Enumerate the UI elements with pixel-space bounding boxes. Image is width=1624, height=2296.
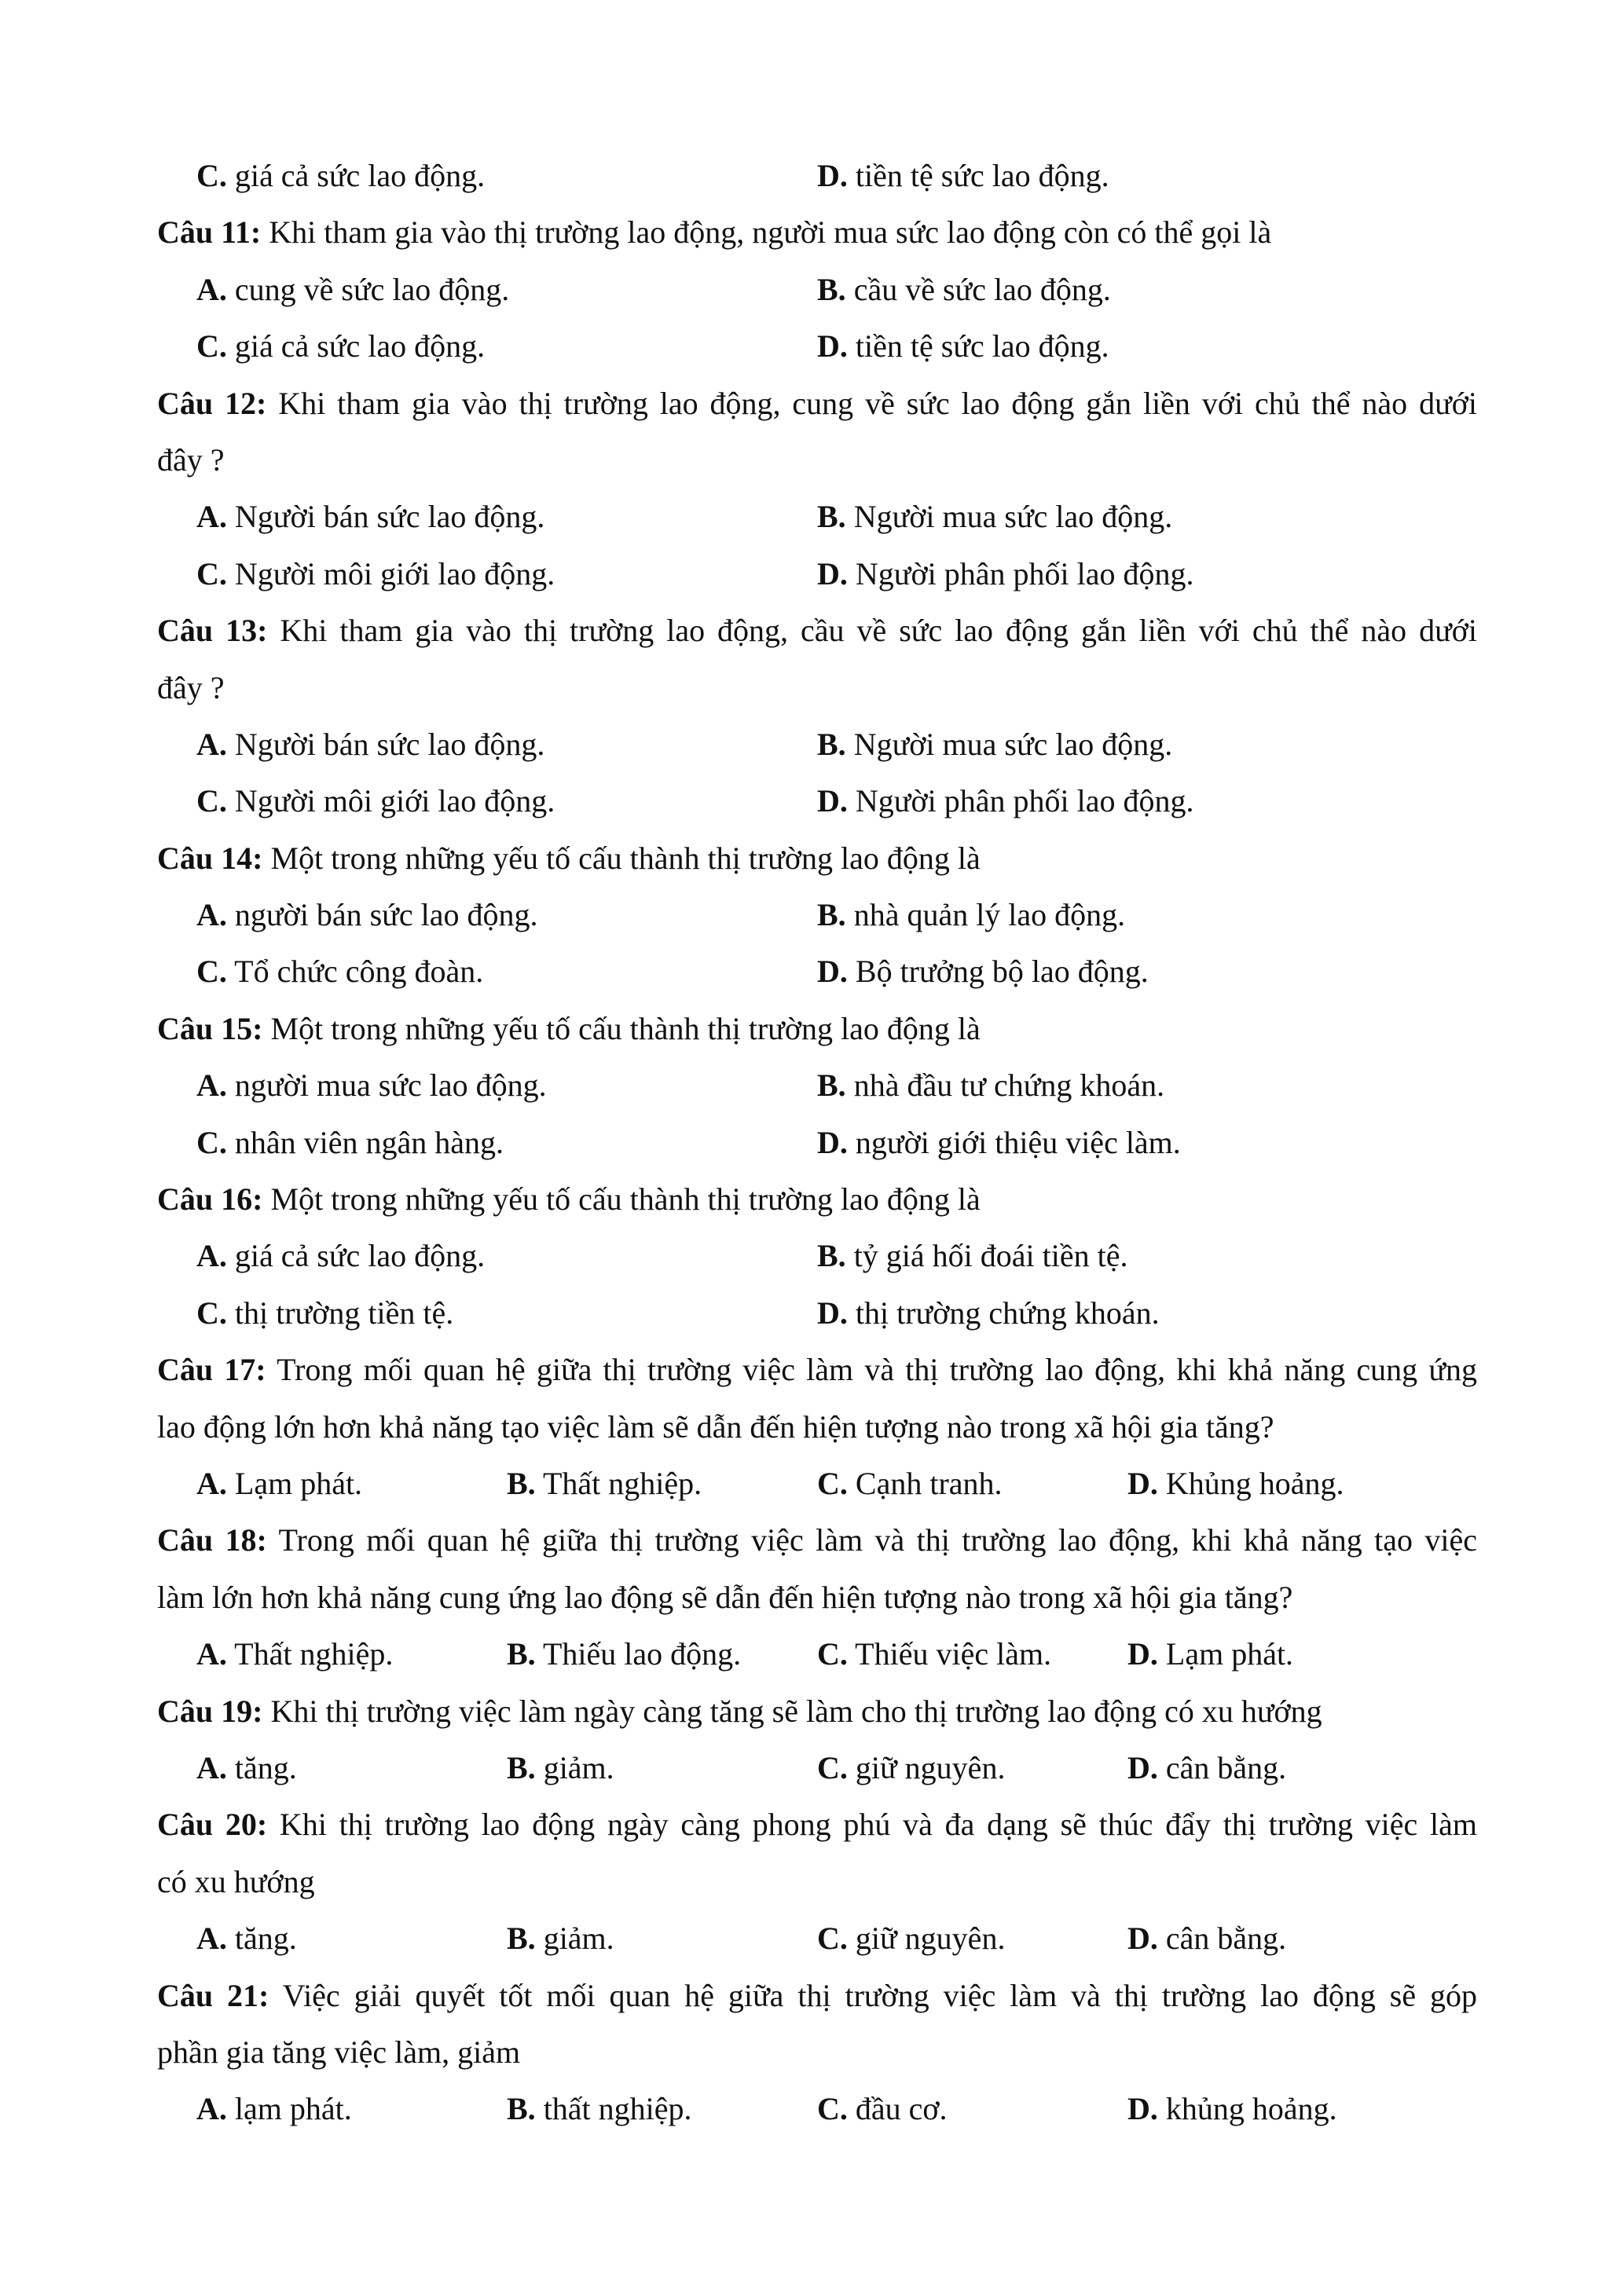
option-letter: B.	[817, 897, 846, 933]
answer-option	[196, 489, 544, 545]
answer-option	[817, 1740, 1005, 1796]
option-letter: C.	[817, 1921, 848, 1957]
option-letter: D.	[817, 158, 848, 193]
answer-option	[1127, 2081, 1337, 2137]
answer-options-row	[157, 1057, 1477, 1114]
answer-options-row	[157, 1285, 1477, 1342]
answer-options-row	[157, 887, 1477, 943]
option-letter: B.	[507, 2091, 536, 2127]
option-letter: B.	[817, 499, 846, 535]
answer-options-row	[157, 2081, 1477, 2137]
option-text: Người bán sức lao động.	[234, 726, 545, 762]
option-text: tăng.	[234, 1921, 297, 1957]
answer-option	[196, 318, 485, 375]
question-number: Câu 15:	[157, 1010, 263, 1046]
option-text: cân bằng.	[1165, 1749, 1287, 1785]
answer-options-row	[157, 489, 1477, 545]
option-letter: A.	[196, 1749, 227, 1785]
option-text: Người phân phối lao động.	[855, 555, 1194, 591]
question-number: Câu 17:	[157, 1352, 266, 1388]
option-letter: A.	[196, 897, 227, 933]
option-letter: D.	[817, 328, 848, 364]
answer-option	[196, 1115, 504, 1171]
question-text: đây ?	[157, 669, 225, 705]
option-text: giảm.	[543, 1921, 614, 1957]
question-number: Câu 14:	[157, 840, 263, 876]
answer-options-row	[157, 1626, 1477, 1683]
question-number: Câu 19:	[157, 1693, 263, 1729]
answer-options-row	[157, 1228, 1477, 1284]
option-letter: C.	[817, 2091, 848, 2127]
option-letter: A.	[196, 1921, 227, 1957]
option-letter: C.	[196, 783, 227, 819]
option-letter: D.	[1127, 1921, 1158, 1957]
option-text: nhà đầu tư chứng khoán.	[853, 1067, 1165, 1104]
question-text-line	[157, 1342, 1477, 1398]
question-number: Câu 13:	[157, 613, 268, 649]
answer-option	[1127, 1910, 1286, 1967]
option-text: nhà quản lý lao động.	[853, 897, 1126, 933]
option-text: tiền tệ sức lao động.	[855, 328, 1109, 364]
answer-option	[817, 1626, 1051, 1683]
answer-option	[817, 1228, 1128, 1284]
answer-option	[196, 546, 555, 602]
answer-option	[817, 2081, 948, 2137]
option-letter: A.	[196, 1465, 227, 1501]
question	[157, 1171, 1477, 1228]
option-letter: B.	[507, 1921, 536, 1957]
question	[157, 1968, 1477, 2082]
question-text-line	[157, 1796, 1477, 1853]
question	[157, 1342, 1477, 1456]
option-letter: D.	[1127, 1749, 1158, 1785]
option-text: tiền tệ sức lao động.	[855, 158, 1109, 193]
option-text: Lạm phát.	[234, 1465, 363, 1501]
answer-option	[507, 1456, 702, 1512]
option-letter: B.	[507, 1465, 536, 1501]
answer-option	[196, 716, 544, 773]
option-text: Tổ chức công đoàn.	[234, 954, 484, 990]
option-text: Bộ trưởng bộ lao động.	[855, 954, 1149, 990]
option-text: người giới thiệu việc làm.	[855, 1124, 1181, 1160]
question-text-line	[157, 375, 1477, 432]
question-text: Một trong những yếu tố cấu thành thị trường lao động là	[270, 1181, 981, 1218]
option-text: Người mua sức lao động.	[853, 726, 1173, 762]
question-text: Một trong những yếu tố cấu thành thị trường lao động là	[270, 840, 981, 876]
option-letter: B.	[817, 271, 846, 307]
option-letter: D.	[817, 1124, 848, 1160]
option-letter: C.	[196, 158, 227, 193]
answer-options-row	[157, 546, 1477, 602]
question-text: Khi tham gia vào thị trường lao động, người mua sức lao động còn có thể gọi là	[269, 214, 1272, 251]
question-number: Câu 11:	[157, 214, 262, 251]
answer-option	[196, 1910, 297, 1967]
option-text: giá cả sức lao động.	[234, 328, 486, 364]
answer-option	[1127, 1626, 1293, 1683]
question-text-line	[157, 1854, 1477, 1910]
answer-option	[196, 1057, 547, 1114]
option-text: Người bán sức lao động.	[234, 499, 545, 535]
option-text: Thất nghiệp.	[542, 1465, 702, 1501]
option-text: tăng.	[234, 1749, 297, 1785]
answer-option	[196, 1456, 362, 1512]
answer-option	[196, 148, 485, 204]
option-text: người bán sức lao động.	[234, 897, 538, 933]
question	[157, 375, 1477, 489]
option-text: Người môi giới lao động.	[234, 555, 555, 591]
answer-option	[817, 887, 1125, 943]
question-text: phần gia tăng việc làm, giảm	[157, 2034, 521, 2070]
question-text: Trong mối quan hệ giữa thị trường việc làm và thị trường lao động, khi khả năng cung ứng	[277, 1352, 1478, 1388]
question	[157, 1796, 1477, 1910]
answer-option	[196, 1228, 485, 1284]
question	[157, 602, 1477, 716]
option-text: tỷ giá hối đoái tiền tệ.	[853, 1238, 1128, 1274]
answer-option	[507, 1740, 614, 1796]
option-letter: C.	[817, 1465, 848, 1501]
question	[157, 1001, 1477, 1057]
answer-option	[817, 262, 1111, 318]
question-text: lao động lớn hơn khả năng tạo việc làm sẽ dẫn đến hiện tượng nào trong xã hội gia tăng?	[157, 1408, 1274, 1445]
option-text: Cạnh tranh.	[855, 1465, 1003, 1501]
question-text-line	[157, 1001, 1477, 1057]
answer-option	[817, 1456, 1003, 1512]
option-letter: D.	[817, 954, 848, 990]
option-text: thị trường chứng khoán.	[855, 1294, 1160, 1331]
answer-option	[817, 1910, 1005, 1967]
option-text: khủng hoảng.	[1165, 2091, 1337, 2127]
option-text: Khủng hoảng.	[1165, 1465, 1344, 1501]
answer-option	[817, 1057, 1164, 1114]
option-letter: A.	[196, 271, 227, 307]
question-number: Câu 18:	[157, 1522, 267, 1558]
option-letter: A.	[196, 499, 227, 535]
option-text: giữ nguyên.	[855, 1749, 1006, 1785]
answer-options-row	[157, 148, 1477, 204]
option-letter: A.	[196, 1238, 227, 1274]
option-text: giá cả sức lao động.	[234, 1238, 486, 1274]
answer-options-row	[157, 773, 1477, 829]
answer-option	[817, 318, 1109, 375]
answer-option	[817, 148, 1109, 204]
option-text: Người mua sức lao động.	[853, 499, 1173, 535]
question-text-line	[157, 1569, 1477, 1626]
question-text: Khi tham gia vào thị trường lao động, cầu về sức lao động gắn liền với chủ thể nào dưới	[280, 613, 1478, 649]
answer-option	[817, 546, 1193, 602]
question-text-line	[157, 2024, 1477, 2081]
answer-option	[507, 2081, 692, 2137]
option-letter: C.	[196, 954, 227, 990]
answer-options-row	[157, 1115, 1477, 1171]
question-text: Khi thị trường việc làm ngày càng tăng sẽ làm cho thị trường lao động có xu hướng	[270, 1693, 1322, 1729]
question-text: Việc giải quyết tốt mối quan hệ giữa thị trường việc làm và thị trường lao động sẽ góp	[282, 1977, 1478, 2013]
question-text-line	[157, 1399, 1477, 1456]
option-letter: C.	[817, 1749, 848, 1785]
answer-option	[196, 773, 555, 829]
option-text: thất nghiệp.	[543, 2091, 692, 2127]
question	[157, 830, 1477, 887]
option-letter: C.	[196, 1294, 227, 1331]
answer-option	[817, 943, 1149, 1000]
answer-options-row	[157, 262, 1477, 318]
question-text: đây ?	[157, 441, 225, 478]
option-text: giá cả sức lao động.	[234, 158, 486, 193]
option-letter: A.	[196, 1067, 227, 1104]
option-text: Người môi giới lao động.	[234, 783, 555, 819]
answer-option	[817, 1285, 1160, 1342]
answer-options-row	[157, 716, 1477, 773]
answer-option	[196, 262, 509, 318]
question-text-line	[157, 1512, 1477, 1569]
option-letter: C.	[817, 1636, 848, 1672]
option-text: người mua sức lao động.	[234, 1067, 547, 1104]
answer-option	[196, 887, 537, 943]
question-text-line	[157, 1968, 1477, 2024]
option-text: cung về sức lao động.	[234, 271, 510, 307]
option-letter: A.	[196, 726, 227, 762]
option-letter: B.	[507, 1636, 536, 1672]
answer-option	[196, 1626, 393, 1683]
question-number: Câu 16:	[157, 1181, 263, 1218]
option-text: lạm phát.	[234, 2091, 352, 2127]
option-text: Lạm phát.	[1165, 1636, 1294, 1672]
answer-option	[196, 943, 483, 1000]
answer-option	[817, 1115, 1181, 1171]
answer-option	[196, 1285, 453, 1342]
option-letter: D.	[1127, 1465, 1158, 1501]
question-number: Câu 20:	[157, 1807, 268, 1843]
answer-option	[507, 1626, 741, 1683]
question-number: Câu 21:	[157, 1977, 269, 2013]
question-text: Trong mối quan hệ giữa thị trường việc làm và thị trường lao động, khi khả năng tạo việc	[278, 1522, 1478, 1558]
answer-option	[817, 716, 1172, 773]
option-letter: C.	[196, 555, 227, 591]
option-letter: A.	[196, 1636, 227, 1672]
option-letter: C.	[196, 1124, 227, 1160]
option-text: nhân viên ngân hàng.	[234, 1124, 504, 1160]
question-text-line	[157, 830, 1477, 887]
option-letter: C.	[196, 328, 227, 364]
option-text: thị trường tiền tệ.	[234, 1294, 454, 1331]
question-text-line	[157, 660, 1477, 716]
question-text-line	[157, 1171, 1477, 1228]
answer-option	[817, 773, 1193, 829]
option-letter: B.	[817, 726, 846, 762]
question-list	[157, 148, 1477, 2138]
question-text: Khi tham gia vào thị trường lao động, cung về sức lao động gắn liền với chủ thể nào dưới	[278, 385, 1478, 421]
question-text-line	[157, 602, 1477, 659]
question	[157, 1512, 1477, 1626]
question-text: có xu hướng	[157, 1863, 315, 1899]
option-letter: B.	[507, 1749, 536, 1785]
answer-option	[817, 489, 1172, 545]
answer-option	[1127, 1456, 1344, 1512]
question-text: làm lớn hơn khả năng cung ứng lao động sẽ dẫn đến hiện tượng nào trong xã hội gia tăng?	[157, 1579, 1293, 1615]
answer-option	[196, 1740, 297, 1796]
option-letter: A.	[196, 2091, 227, 2127]
answer-options-row	[157, 1910, 1477, 1967]
answer-options-row	[157, 318, 1477, 375]
question-number: Câu 12:	[157, 385, 267, 421]
option-text: Thất nghiệp.	[234, 1636, 394, 1672]
question-text-line	[157, 432, 1477, 489]
answer-options-row	[157, 943, 1477, 1000]
answer-option	[1127, 1740, 1286, 1796]
option-text: đầu cơ.	[855, 2091, 948, 2127]
option-letter: B.	[817, 1238, 846, 1274]
answer-option	[196, 2081, 352, 2137]
question	[157, 1683, 1477, 1740]
option-letter: B.	[817, 1067, 846, 1104]
question	[157, 204, 1477, 261]
option-letter: D.	[817, 783, 848, 819]
answer-options-row	[157, 1456, 1477, 1512]
answer-options-row	[157, 1740, 1477, 1796]
option-text: Thiếu việc làm.	[855, 1636, 1052, 1672]
option-letter: D.	[1127, 1636, 1158, 1672]
option-text: Người phân phối lao động.	[855, 783, 1194, 819]
question-text: Một trong những yếu tố cấu thành thị trường lao động là	[270, 1010, 981, 1046]
question-text-line	[157, 204, 1477, 261]
answer-option	[507, 1910, 614, 1967]
question-text: Khi thị trường lao động ngày càng phong phú và đa dạng sẽ thúc đẩy thị trường việc làm	[279, 1807, 1478, 1843]
option-letter: D.	[817, 1294, 848, 1331]
option-text: giữ nguyên.	[855, 1921, 1006, 1957]
option-text: giảm.	[543, 1749, 614, 1785]
option-text: Thiếu lao động.	[542, 1636, 742, 1672]
option-text: cầu về sức lao động.	[853, 271, 1111, 307]
question-text-line	[157, 1683, 1477, 1740]
option-text: cân bằng.	[1165, 1921, 1287, 1957]
option-letter: D.	[1127, 2091, 1158, 2127]
option-letter: D.	[817, 555, 848, 591]
